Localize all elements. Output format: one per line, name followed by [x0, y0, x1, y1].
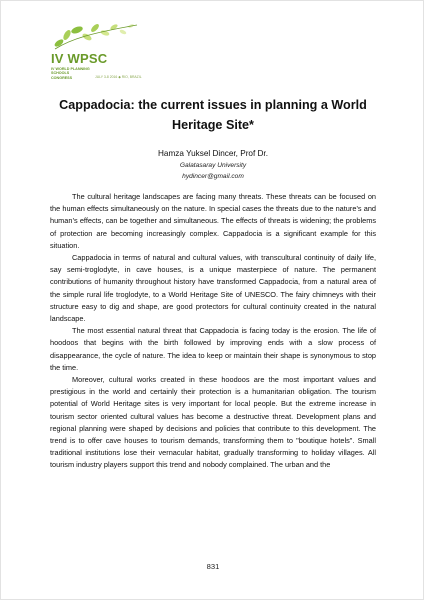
congress-logo [51, 21, 181, 83]
author-email: hydincer@gmail.com [182, 173, 244, 180]
leaf-logo-icon [51, 21, 141, 53]
paper-title: Cappadocia: the current issues in planning a World Heritage Site* [59, 98, 367, 132]
paragraph: The most essential natural threat that Cappadocia is facing today is the erosion. The life of hoodoos that begins with the birth followed by improving ends with a slow process of disappearance, the cycle of nature. The idea to keep or maintain their shape is synonymous to stop the time. [50, 326, 376, 372]
author-name: Hamza Yuksel Dincer, Prof Dr. [158, 149, 268, 158]
logo-location: JULY 3-8 2016 ◆ RIO, BRAZIL [95, 75, 142, 79]
logo-subtitle: IV WORLD PLANNING SCHOOLS CONGRESS [51, 67, 90, 80]
paragraph: The cultural heritage landscapes are facing many threats. These threats can be focused on the human effects simultaneously on the nature. In special cases the threats due to the nature’s and human’s effects, can be together and simultaneous. The effects of threats is widening; the problems of protection are becoming increasingly complex. Cappadocia is a significant example for this situation. [50, 192, 376, 250]
author-affiliation: Galatasaray University [179, 162, 247, 169]
paragraph: Moreover, cultural works created in these hoodoos are the most important values and prestigious in the world and certainly their protection is a humanitarian obligation. The tourism potential of World Heritage sites is very important for local people. But the extreme increase in tourism sector oriented cultural values has become a destructive threat. Development plans and regional planning were shaped by decisions and policies that contribute to this development. The trend is to offer cave houses to tourism demands, transforming them to "boutique hotels". Small traditional institutions lose their vernacular habitat, gradually transforming to holiday villages. All tourism industry players support this trend and nobody complained. The urban and the [50, 375, 376, 470]
page-number: 831 [206, 562, 220, 571]
paragraph: Cappadocia in terms of natural and cultural values, with transcultural continuity of daily life, say semi-troglodyte, in cave houses, is a unique masterpiece of nature. The permanent contributions of humanity throughout history have transformed Cappadocia, from a natural area of the simple rural life troglodyte, to a World Heritage Site of UNESCO. The fairy chimneys with their structure easy to dig and shape, are good protectors for cultural continuity created in the natural landscape. [50, 253, 376, 324]
logo-name: IV WPSC [51, 51, 108, 66]
paper-body [50, 191, 376, 472]
